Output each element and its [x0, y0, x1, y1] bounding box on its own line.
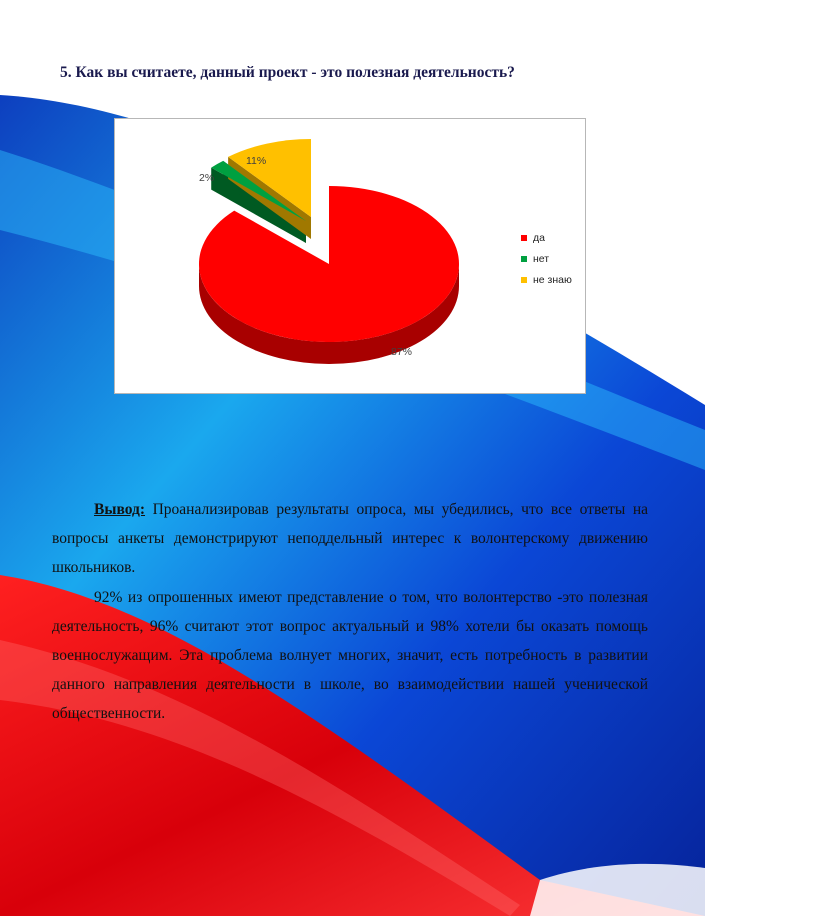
legend-item-dontknow — [521, 269, 572, 290]
legend-label-yes: да — [533, 231, 545, 244]
pct-label-yes: 87% — [391, 346, 413, 358]
legend-label-dontknow: не знаю — [533, 273, 572, 286]
legend-item-no — [521, 248, 572, 269]
question-heading: 5. Как вы считаете, данный проект - это полезная деятельность? — [60, 64, 515, 81]
pie-slice-yes — [199, 186, 459, 342]
pie-chart — [114, 118, 586, 394]
legend-swatch-yes — [521, 235, 527, 241]
pie-chart-svg — [115, 119, 585, 393]
conclusion-lead: Вывод: — [94, 501, 146, 518]
chart-legend — [521, 227, 572, 290]
conclusion-paragraph-1 — [52, 495, 648, 583]
conclusion-paragraph-2: 92% из опрошенных имеют представление о том, что волонтерство -это полезная деятельность, 96% считают этот вопрос актуальный и 98% хотели бы оказать помощь военнослужащим. Эта проблема волнует многих, значит, есть потребность в развитии данного направления деятельности в школе, во взаимодействии нашей ученической общественности. — [52, 588, 648, 723]
conclusion-text — [52, 495, 648, 729]
pct-label-no: 2% — [199, 172, 215, 184]
legend-swatch-dontknow — [521, 277, 527, 283]
legend-item-yes — [521, 227, 572, 248]
legend-label-no: нет — [533, 252, 550, 265]
legend-swatch-no — [521, 256, 527, 262]
conclusion-p1-text: Проанализировав результаты опроса, мы убедились, что все ответы на вопросы анкеты демонстрируют неподдельный интерес к волонтерскому движению школьников. — [52, 501, 648, 577]
pct-label-dontknow: 11% — [246, 155, 267, 167]
